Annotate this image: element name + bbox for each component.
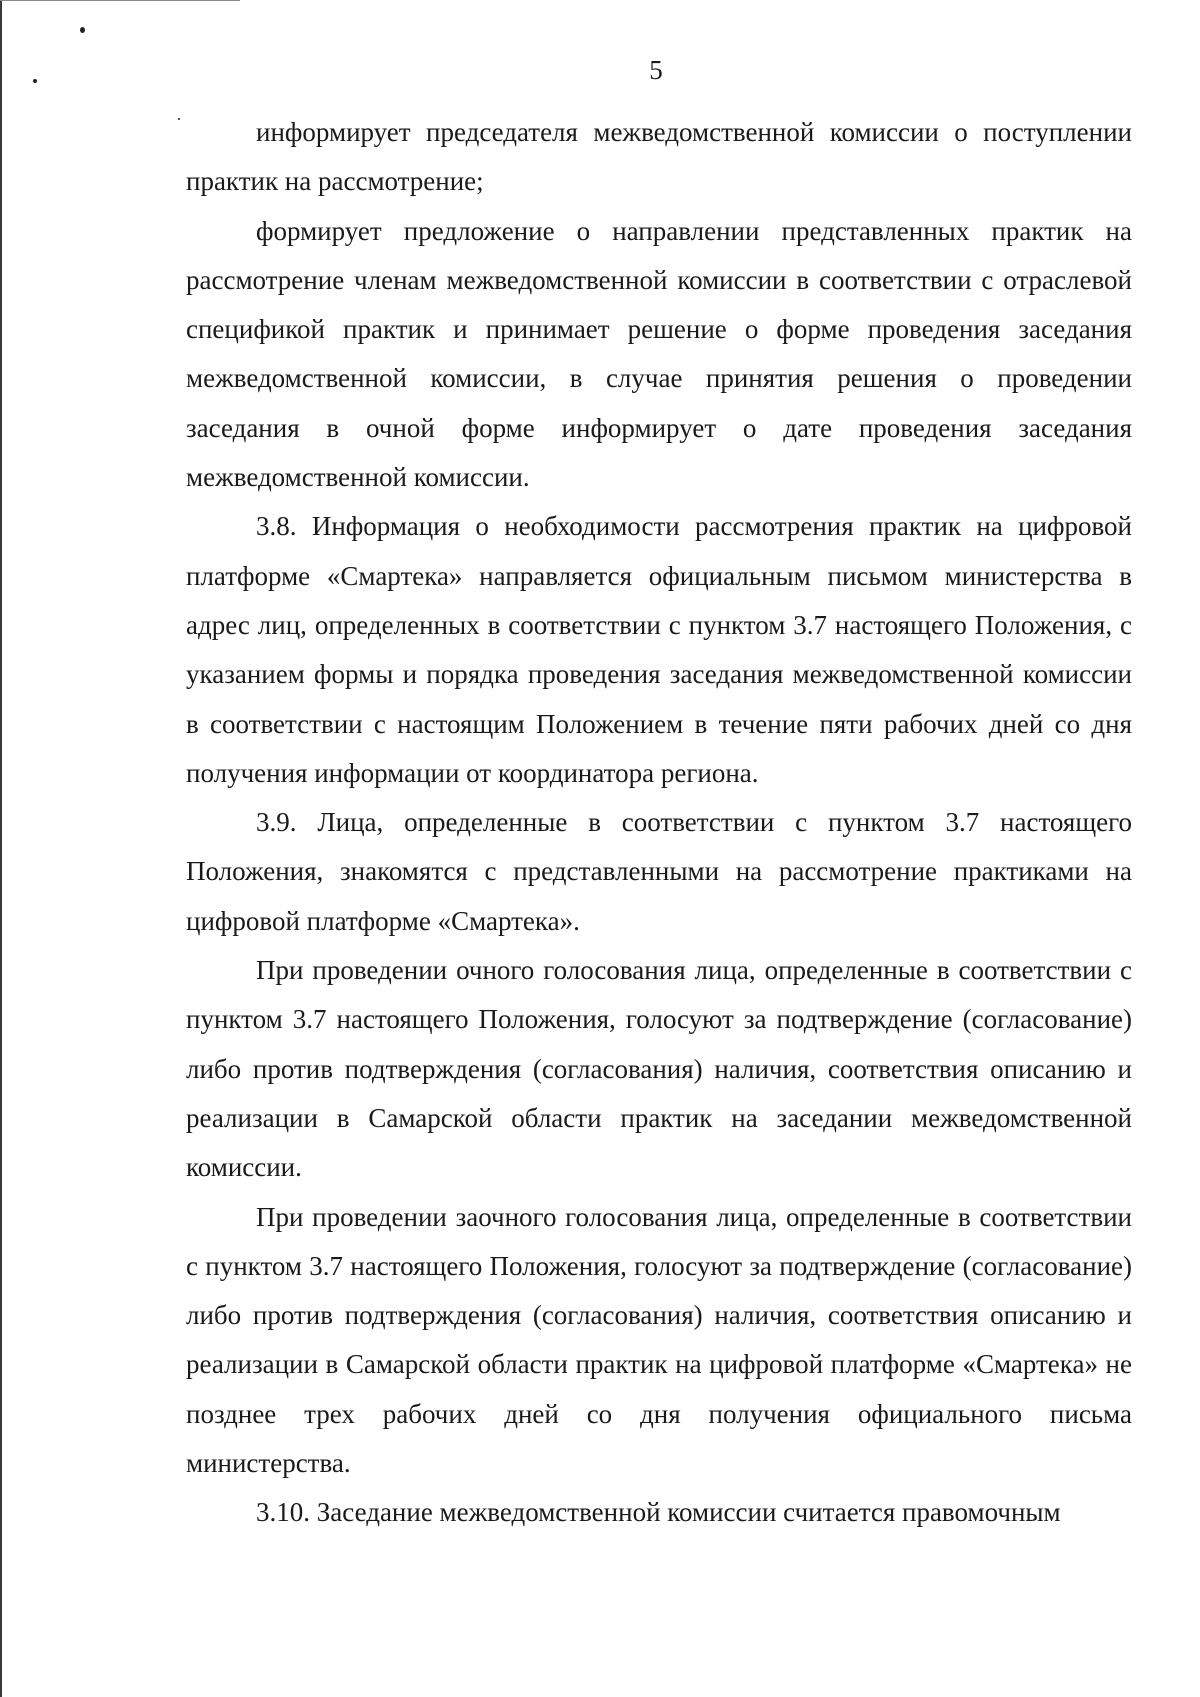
paragraph: 3.8. Информация о необходимости рассмотрения практик на цифровой платформе «Смартека» направляется официальным письмом министерства в адрес лиц, определенных в соответствии с пунктом 3.7 настоящего Положения, с указанием формы и порядка проведения заседания межведомственной комиссии в соответствии с настоящим Положением в течение пяти рабочих дней со дня получения информации от координатора региона. — [186, 511, 1132, 788]
scan-top-edge — [0, 0, 240, 1]
document-body — [186, 108, 1132, 1538]
paragraph: 3.10. Заседание межведомственной комиссии считается правомочным — [256, 1497, 1061, 1528]
page-number: 5 — [649, 55, 663, 85]
scan-speck — [178, 118, 180, 120]
paragraph: формирует предложение о направлении представленных практик на рассмотрение членам межведомственной комиссии в соответствии с отраслевой спецификой практик и принимает решение о форме проведения заседания межведомственной комиссии, в случае принятия решения о проведении заседания в очной форме информирует о дате проведения заседания межведомственной комиссии. — [186, 215, 1132, 493]
paragraph: информирует председателя межведомственной комиссии о поступлении практик на рассмотрение; — [186, 117, 1132, 197]
scan-speck — [80, 27, 85, 33]
scan-left-edge — [0, 0, 2, 1697]
paragraph: При проведении заочного голосования лица, определенные в соответствии с пунктом 3.7 настоящего Положения, голосуют за подтверждение (согласование) либо против подтверждения (согласования) наличия, соответствия описанию и реализации в Самарской области практик на цифровой платформе «Смартека» не позднее трех рабочих дней со дня получения официального письма министерства. — [186, 1201, 1132, 1479]
paragraph: 3.9. Лица, определенные в соответствии с пунктом 3.7 настоящего Положения, знакомятся с представленными на рассмотрение практиками на цифровой платформе «Смартека». — [186, 807, 1132, 936]
paragraph: При проведении очного голосования лица, определенные в соответствии с пунктом 3.7 настоящего Положения, голосуют за подтверждение (согласование) либо против подтверждения (согласования) наличия, соответствия описанию и реализации в Самарской области практик на заседании межведомственной комиссии. — [186, 955, 1132, 1183]
